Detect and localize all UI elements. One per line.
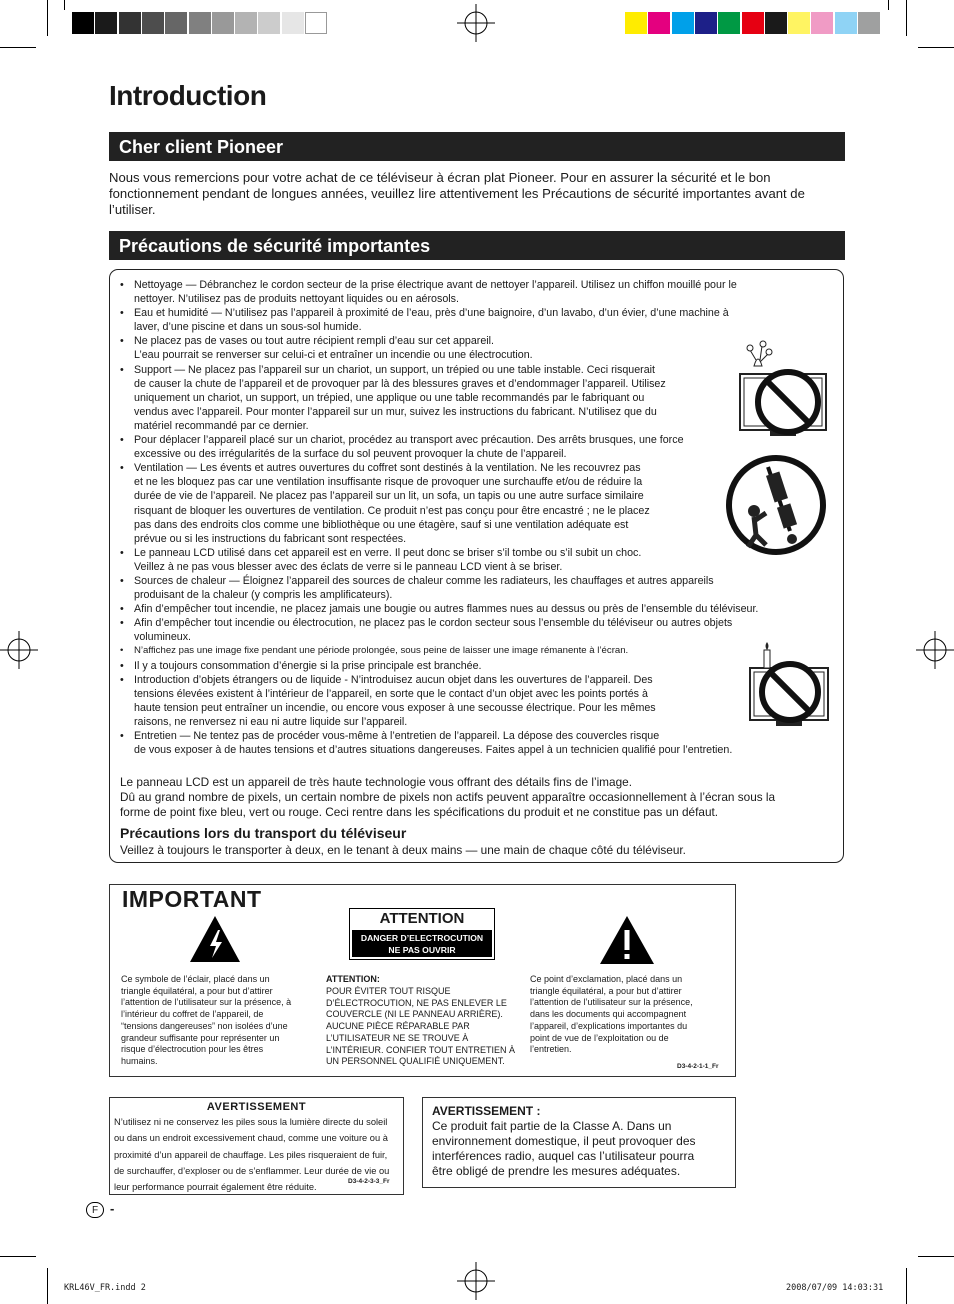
gray-swatch (165, 12, 187, 34)
class-a-warning-text: Ce produit fait partie de la Classe A. Dans un environnement domestique, il peut provoquer des interférences radio, auquel cas l’utilisateur pourra être obligé de prendre les mesures adéquates. (432, 1119, 696, 1178)
crop-mark (47, 1268, 48, 1304)
crop-mark (906, 0, 907, 36)
safety-bullet-item: • N’affichez pas une image fixe pendant une période prolongée, sous peine de laisser une image rémanente à l’écran. (118, 644, 838, 658)
exclamation-triangle-icon (598, 914, 656, 966)
registration-mark-icon (457, 1262, 495, 1300)
gray-swatch (235, 12, 257, 34)
color-swatch (695, 12, 717, 34)
class-a-warning-title: AVERTISSEMENT : (432, 1104, 541, 1118)
battery-warning-title: AVERTISSEMENT (206, 1101, 307, 1113)
safety-bullet-item: • Eau et humidité — N’utilisez pas l’appareil à proximité de l’eau, près d’une baignoire, d’un lavabo, d’un évier, d’une machine à laver, d’une piscine et dans un sous-sol humide. (118, 306, 838, 334)
crop-mark (64, 0, 65, 10)
transport-heading: Précautions lors du transport du téléviseur (120, 825, 407, 841)
footer-timestamp: 2008/07/09 14:03:31 (786, 1283, 884, 1293)
crop-mark (906, 1268, 907, 1304)
section-heading-precautions: Précautions de sécurité importantes (109, 231, 845, 260)
important-title: IMPORTANT (122, 886, 262, 912)
color-swatch (858, 12, 880, 34)
registration-mark-icon (0, 631, 38, 669)
safety-bullet-item: • Introduction d’objets étrangers ou de liquide - N’introduisez aucun objet dans les ouvertures de l’appareil. Des tensions élevées existent à l’intérieur de l’appareil, en sorte que le contact d’un objet avec les points portés à haute tension peut entraîner un incendie, ou encore vous exposer à une secousse électrique. Pour les mêmes raisons, ne renversez ni eau ni autre liquide sur l’appareil. (118, 673, 838, 729)
gray-swatch (142, 12, 164, 34)
attention-label-band: DANGER D’ELECTROCUTION NE PAS OUVRIR (352, 930, 492, 957)
no-vase-on-tv-icon (736, 336, 828, 442)
safety-bullet-item: • Afin d’empêcher tout incendie, ne placez jamais une bougie ou autres flammes nues au dessus ou près de l’ensemble du téléviseur. (118, 602, 838, 616)
lightning-triangle-icon (188, 914, 242, 964)
color-swatch (718, 12, 740, 34)
gray-swatch (212, 12, 234, 34)
safety-bullet-item: • Il y a toujours consommation d’énergie si la prise principale est branchée. (118, 659, 838, 673)
section-heading-cher-client: Cher client Pioneer (109, 132, 845, 161)
safety-bullet-item: • Sources de chaleur — Éloignez l’appareil des sources de chaleur comme les radiateurs, les chauffages et autres appareils produisant de la chaleur (y compris les amplificateurs). (118, 574, 838, 602)
registration-mark-icon (457, 4, 495, 42)
gray-swatch (189, 12, 211, 34)
crop-mark (47, 0, 48, 36)
color-swatch (742, 12, 764, 34)
crop-mark (0, 1256, 36, 1257)
battery-warning-text: N’utilisez ni ne conservez les piles sous la lumière directe du soleil ou dans un endroit excessivement chaud, comme une voiture ou à proximité d’un appareil de chauffage. Les piles risqueraient de fuir, de surchauffer, d’exploser ou de s’enflammer. Leur durée de vie ou leur performance pourrait également être réduite. (114, 1117, 390, 1193)
intro-paragraph: Nous vous remercions pour votre achat de ce téléviseur à écran plat Pioneer. Pour en assurer la sécurité et le bon fonctionnement pendant de longues années, veuillez lire attentivement les Précautions de sécurité importantes avant de l’utiliser. (109, 170, 805, 217)
crop-mark (918, 47, 954, 48)
exclamation-explanation: Ce point d’exclamation, placé dans un triangle équilatéral, a pour but d’attirer l’attention de l’utilisateur sur la présence, dans les documents qui accompagnent l’appareil, d’explications importantes du point de vue de l’exploitation ou de l’entretien. (530, 974, 693, 1055)
no-candle-on-tv-icon (746, 640, 830, 732)
safety-bullet-item: • Le panneau LCD utilisé dans cet appareil est en verre. Il peut donc se briser s’il tombe ou s’il subit un choc. Veillez à ne pas vous blesser avec des éclats de verre si le panneau LCD vient à se briser. (118, 546, 838, 574)
page-number-dash: - (110, 1201, 115, 1216)
color-swatch (811, 12, 833, 34)
attention-caption: POUR ÉVITER TOUT RISQUE D’ÉLECTROCUTION, NE PAS ENLEVER LE COUVERCLE (NI LE PANNEAU ARRIÈRE). AUCUNE PIÈCE RÉPARABLE PAR L’UTILISATEUR NE SE TROUVE À L’INTÉRIEUR. CONFIER TOUT ENTRETIEN À UN PERSONNEL QUALIFIÉ UNIQUEMENT. (326, 986, 516, 1067)
language-marker: F (86, 1202, 104, 1218)
color-swatch (788, 12, 810, 34)
footer-filename: KRL46V_FR.indd 2 (64, 1283, 146, 1293)
attention-caption-title: ATTENTION: (326, 974, 380, 984)
color-swatch (648, 12, 670, 34)
safety-bullet-item: • Nettoyage — Débranchez le cordon secteur de la prise électrique avant de nettoyer l’appareil. Utilisez un chiffon mouillé pour le nettoyer. N’utilisez pas de produits nettoyant liquides ou en aérosols. (118, 278, 838, 306)
page-title: Introduction (109, 80, 267, 111)
color-swatch (835, 12, 857, 34)
safety-bullet-item: • Entretien — Ne tentez pas de procéder vous-même à l’entretien de l’appareil. La dépose des couvercles risque de vous exposer à de hautes tensions et d’autres situations dangereuses. Faites appel à un technicien qualifié pour l’entretien. (118, 729, 838, 757)
crop-mark (918, 1256, 954, 1257)
gray-swatch (119, 12, 141, 34)
battery-warning-code: D3-4-2-3-3_Fr (348, 1178, 390, 1185)
color-swatch (672, 12, 694, 34)
gray-swatch (282, 12, 304, 34)
gray-swatch (95, 12, 117, 34)
crop-mark (888, 0, 889, 10)
transport-text: Veillez à toujours le transporter à deux, en le tenant à deux mains — une main de chaque côté du téléviseur. (120, 843, 686, 857)
registration-mark-icon (916, 631, 954, 669)
crop-mark (0, 47, 36, 48)
cart-tip-over-warning-icon (726, 453, 826, 557)
lcd-note-paragraph: Le panneau LCD est un appareil de très haute technologie vous offrant des détails fins de l’image. Dû au grand nombre de pixels, un certain nombre de pixels non actifs peuvent apparaître occasionnellement à l’écran sous la forme de point fixe bleu, vert ou rouge. Ceci rentre dans les spécifications du produit et ne constitue pas un défaut. (120, 775, 776, 819)
color-swatch (625, 12, 647, 34)
safety-bullet-item: • Pour déplacer l’appareil placé sur un chariot, procédez au transport avec précaution. Des arrêts brusques, une force excessive ou des irrégularités de la surface du sol peuvent provoquer la chute de l’appareil. (118, 433, 838, 461)
safety-bullet-item: • Ventilation — Les évents et autres ouvertures du coffret sont destinés à la ventilation. Ne les recouvrez pas et ne les bloquez pas car une ventilation insuffisante risque de provoquer une surchauffe et/ou de réduire la durée de vie de l’appareil. Ne placez pas l’appareil sur un lit, un sofa, un tapis ou une autre surface similaire risquant de bloquer les ouvertures de ventilation. Ce produit n’est pas conçu pour être encastré ; ne le placez pas dans des endroits clos comme une bibliothèque ou une étagère, sauf si une ventilation adéquate est prévue ou si les instructions du fabricant sont respectées. (118, 461, 838, 546)
attention-label-title: ATTENTION (379, 910, 465, 927)
safety-bullet-item: • Support — Ne placez pas l’appareil sur un chariot, un support, un trépied ou une table instable. Ceci risquerait de causer la chute de l’appareil et de provoquer par là des blessures graves et d’endommager l’appareil. Utilisez uniquement un chariot, un support, un trépied, une applique ou une table recommandés par le fabriquant ou vendus avec l’appareil. Pour monter l’appareil sur un mur, suivez les instructions du fabricant. N’utilisez que du matériel recommandé par ce dernier. (118, 363, 838, 433)
gray-swatch (258, 12, 280, 34)
safety-bullet-item: • Afin d’empêcher tout incendie ou électrocution, ne placez pas le cordon secteur sous l’ensemble du téléviseur ou autres objets volumineux. (118, 616, 838, 644)
color-swatch (765, 12, 787, 34)
safety-bullet-item: • Ne placez pas de vases ou tout autre récipient rempli d’eau sur cet appareil. L’eau pourrait se renverser sur celui-ci et entraîner un incendie ou une électrocution. (118, 334, 838, 362)
important-code: D3-4-2-1-1_Fr (677, 1063, 719, 1070)
gray-swatch (305, 12, 327, 34)
lightning-explanation: Ce symbole de l’éclair, placé dans un triangle équilatéral, a pour but d’attirer l’attention de l’utilisateur sur la présence, à l’intérieur du coffret de l’appareil, de “tensions dangereuses” non isolées d’une grandeur suffisante pour représenter un risque d’électrocution pour les êtres humains. (121, 974, 292, 1066)
gray-swatch (72, 12, 94, 34)
